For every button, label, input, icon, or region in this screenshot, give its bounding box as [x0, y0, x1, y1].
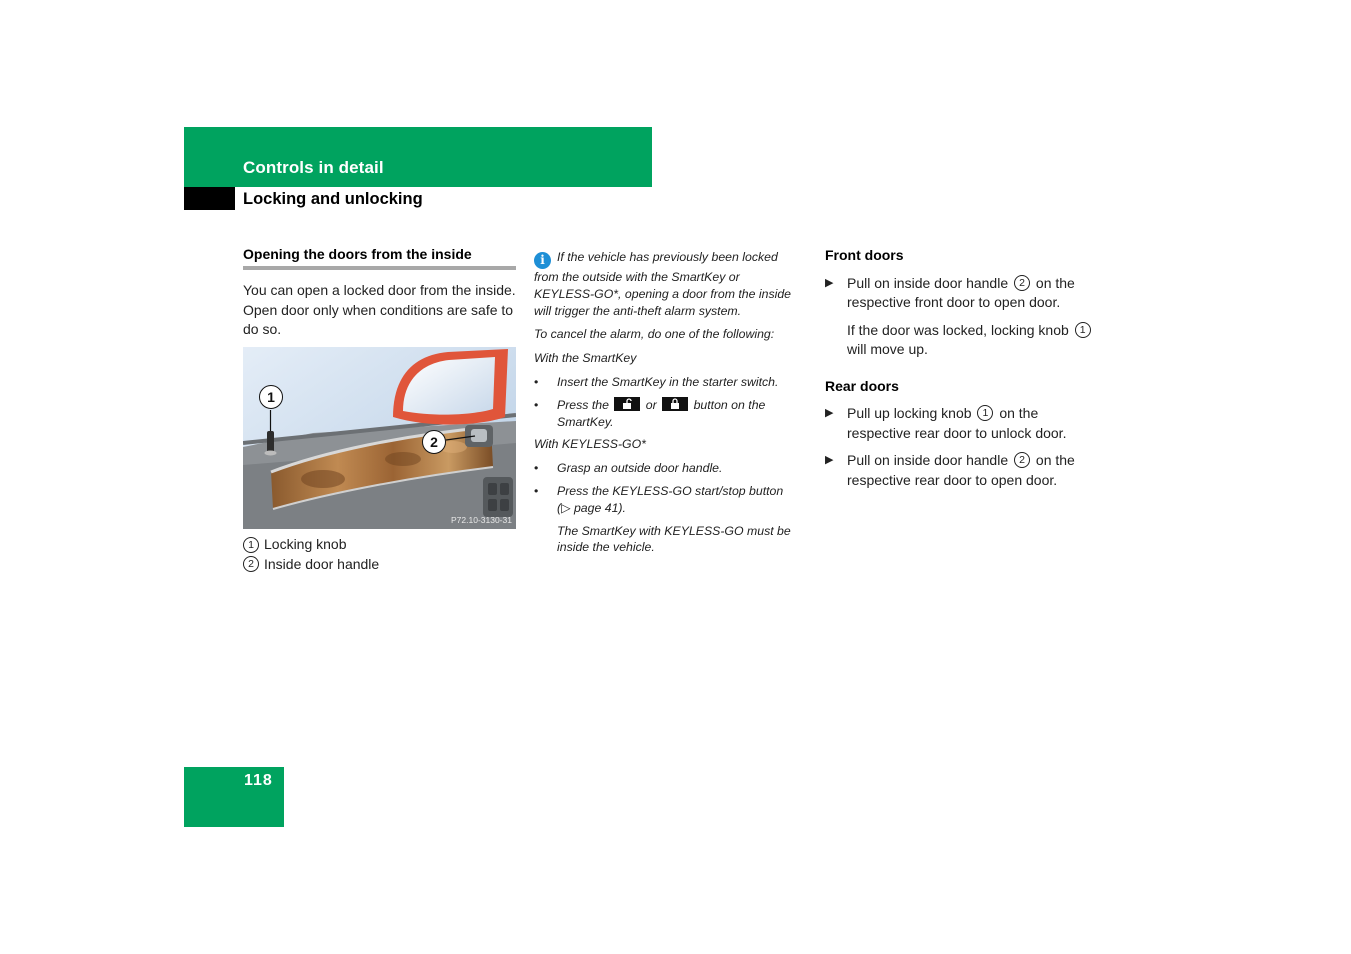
step-text	[847, 274, 1105, 313]
door-panel-svg	[243, 347, 516, 529]
page-number: 118	[244, 772, 273, 789]
step-arrow-icon: ▶	[825, 454, 834, 466]
bullet-dot: •	[534, 461, 539, 476]
unlock-icon	[614, 397, 640, 411]
bullet-text	[557, 397, 799, 431]
figure-legend	[243, 535, 379, 574]
intro-paragraph: You can open a locked door from the inside. Open door only when conditions are safe to do so.	[243, 282, 516, 337]
step-result	[825, 321, 1105, 360]
bullet-text: Grasp an outside door handle.	[557, 461, 723, 476]
step-text-part: Pull on inside door handle	[847, 452, 1009, 468]
step-text	[847, 404, 1105, 443]
step-text-part: on the respective front door to open door.	[847, 274, 1075, 310]
inline-number: 2	[1014, 452, 1030, 468]
inline-number: 1	[977, 405, 993, 421]
alarm-info-block	[534, 249, 799, 563]
front-doors-heading: Front doors	[825, 247, 904, 263]
callout-2: 2	[422, 430, 446, 454]
step-text-part: Pull up locking knob	[847, 405, 972, 421]
step-text-part: on the respective rear door to unlock door.	[847, 405, 1067, 441]
legend-number: 2	[243, 556, 259, 572]
info-icon: i	[534, 252, 551, 269]
subsection-heading: Opening the doors from the inside	[243, 246, 472, 262]
instruction-step	[825, 404, 1105, 443]
legend-item	[243, 555, 379, 575]
step-arrow-icon: ▶	[825, 276, 834, 289]
legend-label: Locking knob	[264, 536, 347, 552]
list-item	[534, 397, 799, 431]
cancel-intro: To cancel the alarm, do one of the following:	[534, 327, 775, 342]
heading-rule	[243, 266, 516, 270]
press-the-text: Press the	[557, 397, 609, 412]
section-marker	[184, 187, 235, 210]
button-on-smartkey-text: button on the SmartKey.	[557, 397, 766, 429]
info-note	[534, 249, 799, 319]
info-note-text: If the vehicle has previously been locked from the outside with the SmartKey or KEYLESS-GO*, opening a door from the inside will trigger the anti-theft alarm system.	[534, 250, 792, 318]
legend-item	[243, 535, 379, 555]
result-text-part: will move up.	[847, 341, 928, 357]
or-text: or	[645, 397, 657, 412]
list-item	[534, 483, 799, 517]
bullet-dot: •	[534, 483, 539, 498]
section-title: Locking and unlocking	[243, 190, 423, 208]
step-arrow-icon: ▶	[825, 407, 834, 419]
figure-code: P72.10-3130-31	[451, 515, 512, 525]
inline-number: 1	[1075, 322, 1091, 338]
chapter-title: Controls in detail	[243, 158, 384, 177]
list-item	[534, 460, 799, 477]
bullet-text: Press the KEYLESS-GO start/stop button (▷ page 41).	[557, 483, 784, 515]
legend-label: Inside door handle	[264, 555, 380, 572]
keyless-note: The SmartKey with KEYLESS-GO must be inside the vehicle.	[557, 523, 791, 555]
inline-number: 2	[1014, 275, 1030, 291]
step-text-part: on the respective rear door to open door.	[847, 452, 1075, 488]
step-text-part: Pull on inside door handle	[847, 274, 1009, 291]
keyless-heading: With KEYLESS-GO*	[534, 437, 646, 452]
smartkey-heading: With the SmartKey	[534, 351, 637, 366]
list-item	[534, 374, 799, 391]
result-text-part: If the door was locked, locking knob	[847, 321, 1069, 338]
callout-1: 1	[259, 385, 283, 409]
rear-doors-heading: Rear doors	[825, 377, 899, 394]
instruction-step	[825, 451, 1105, 490]
lock-icon	[662, 397, 688, 411]
step-text	[847, 451, 1105, 490]
bullet-dot: •	[534, 397, 539, 412]
legend-number: 1	[243, 537, 259, 553]
bullet-dot: •	[534, 374, 539, 389]
header-band	[184, 127, 652, 187]
bullet-text: Insert the SmartKey in the starter switch.	[557, 374, 779, 389]
door-panel-illustration	[243, 347, 516, 529]
instruction-step	[825, 274, 1105, 313]
door-instructions	[825, 246, 1105, 498]
